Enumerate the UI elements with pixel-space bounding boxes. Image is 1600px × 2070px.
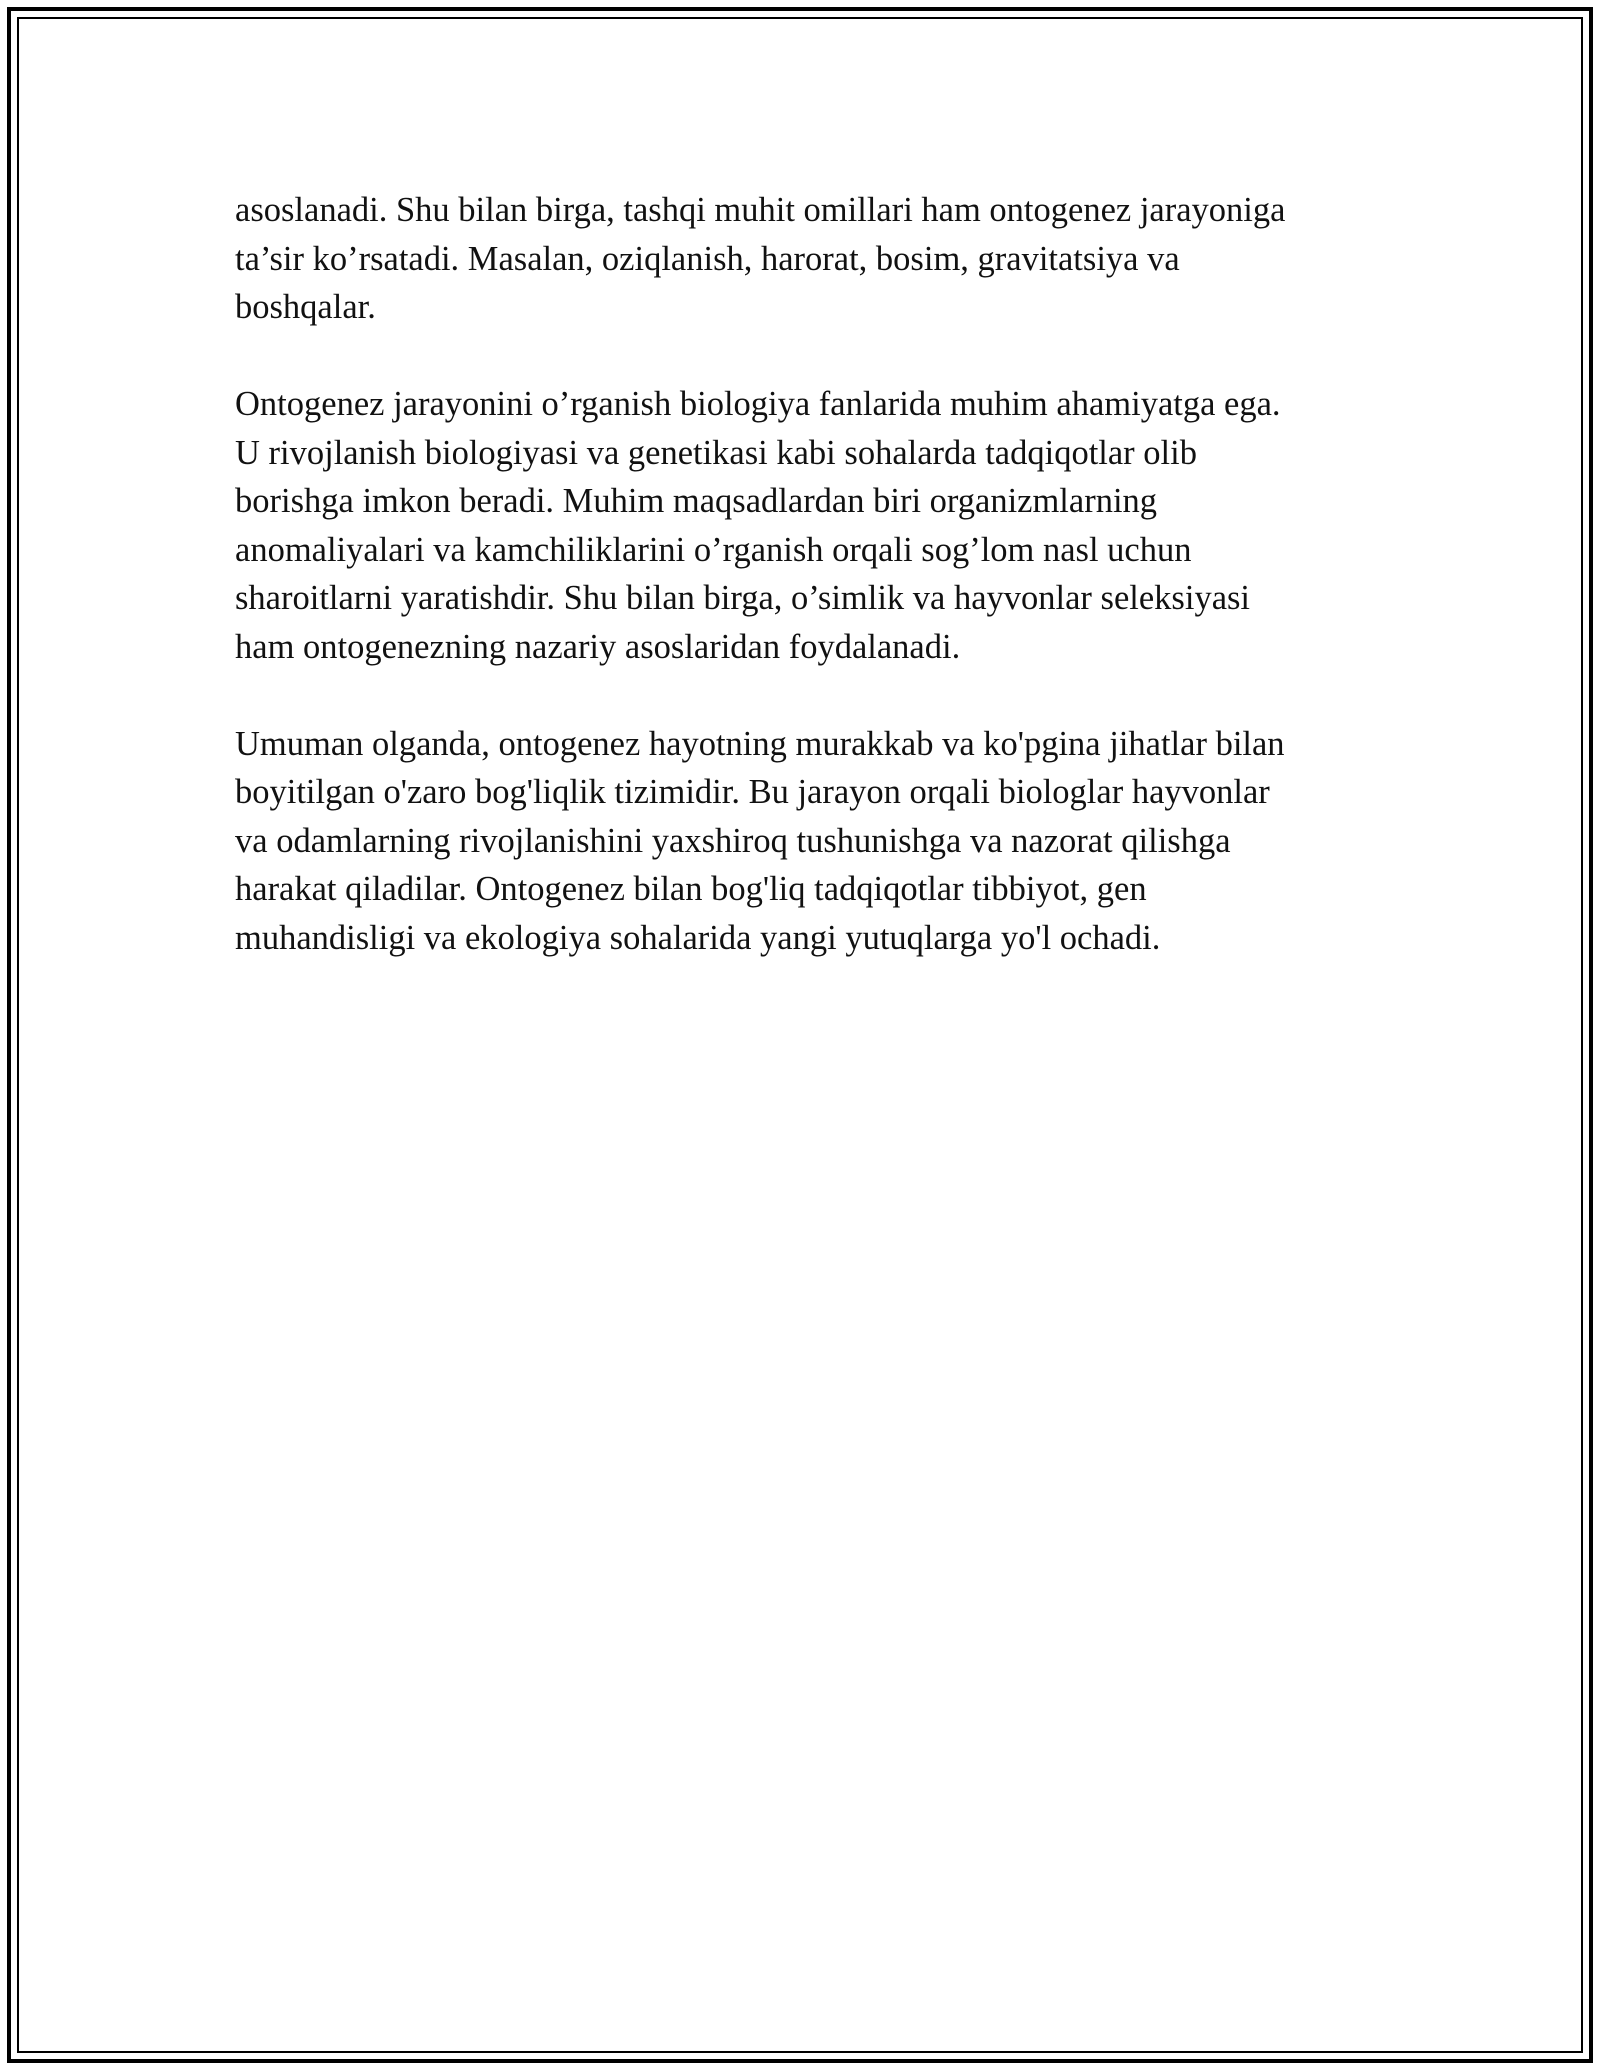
paragraph-3: Umuman olganda, ontogenez hayotning murakkab va ko'pgina jihatlar bilan boyitilgan o'zaro bog'liqlik tizimidir. Bu jarayon orqali biologlar hayvonlar va odamlarning rivojlanishini yaxshiroq tushunishga va nazorat qilishga harakat qiladilar. Ontogenez bilan bog'liq tadqiqotlar tibbiyot, gen muhandisligi va ekologiya sohalarida yangi yutuqlarga yo'l ochadi. (235, 724, 1285, 957)
paragraph-2: Ontogenez jarayonini o’rganish biologiya fanlarida muhim ahamiyatga ega. U rivojlanish biologiyasi va genetikasi kabi sohalarda tadqiqotlar olib borishga imkon beradi. Muhim maqsadlardan biri organizmlarning anomaliyalari va kamchiliklarini o’rganish orqali sog’lom nasl uchun sharoitlarni yaratishdir. Shu bilan birga, o’simlik va hayvonlar seleksiyasi ham ontogenezning nazariy asoslaridan foydalanadi. (235, 385, 1281, 666)
document-body (235, 186, 1375, 1011)
paragraph-1: asoslanadi. Shu bilan birga, tashqi muhit omillari ham ontogenez jarayoniga ta’sir ko’rsatadi. Masalan, oziqlanish, harorat, bosim, gravitatsiya va boshqalar. (235, 191, 1286, 326)
